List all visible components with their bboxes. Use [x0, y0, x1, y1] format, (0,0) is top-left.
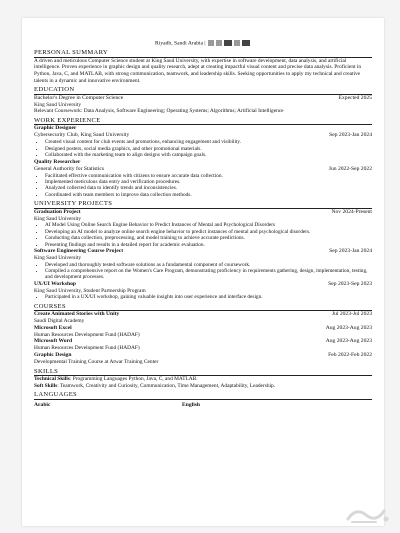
section-heading-work: WORK EXPERIENCE — [34, 117, 372, 126]
redacted-block — [224, 40, 232, 46]
entry-org: Human Resources Development Fund (HADAF) — [34, 345, 140, 352]
contact-line — [34, 40, 372, 46]
entry-org: Cybersecurity Club, King Saud University — [34, 132, 130, 139]
entry-title: Create Animated Stories with Unity — [34, 311, 120, 318]
redacted-block — [234, 40, 240, 46]
bullet-item: • Compiled a comprehensive report on the Women's Care Program, demonstrating proficiency in requirements gathering, design, implementation, testing, and development processes. — [45, 268, 372, 281]
redacted-block — [216, 40, 222, 46]
entry-header — [34, 352, 372, 359]
section-heading-skills: SKILLS — [34, 368, 372, 377]
entry-org: Developmental Training Course at Atwar Training Center — [34, 359, 159, 365]
resume-page — [22, 18, 384, 526]
entry-date: Jul 2023-Jul 2023 — [331, 311, 372, 318]
bullet-item: • Implemented meticulous data entry and verification procedures. — [45, 179, 372, 185]
bullet-item: • Developing an AI model to analyze online search engine behavior to predict instances of mental and psychological disorders. — [45, 229, 372, 235]
contact-location: Riyadh, Saudi Arabia | — [155, 40, 206, 47]
summary-text: A driven and meticulous Computer Science student at King Saud University, with expertise in software development, data analysis, and artificial intelligence. Proven experience in graphic design and quality research, adept at creating impactful visual content and precise data analysis. Proficient in Python, Java, C, and MATLAB, with strong communication, teamwork, and leadership skills. Seeking opportunities to apply my technical and creative talents in a dynamic and innovative environment. — [34, 57, 362, 84]
skill-label: Technical Skills — [34, 376, 70, 383]
entry-org-row — [34, 166, 372, 173]
degree-date: Expected 2025 — [338, 94, 372, 101]
entry-header — [34, 159, 372, 166]
bullet-item: • Designed posters, social media graphics, and other promotional materials. — [45, 146, 372, 152]
bullet-item: • Participated in a UX/UI workshop, gaining valuable insights into user experience and interface design. — [45, 294, 372, 300]
education-row — [34, 95, 372, 102]
bullet-item: • Developed and thoroughly tested software solutions as a fundamental component of coursework. — [45, 262, 372, 268]
resume-content — [34, 40, 372, 408]
entry-title: UX/UI Workshop — [34, 280, 77, 287]
skill-text: : Programming Languages Python, Java, C, and MATLAB. — [69, 376, 198, 383]
redacted-block — [242, 40, 250, 46]
entry-date: Aug 2023-Aug 2023 — [325, 338, 372, 345]
bullet-list — [34, 139, 372, 158]
bullet-list — [34, 294, 372, 300]
section-heading-education: EDUCATION — [34, 86, 372, 95]
entry-org: King Saud University, Student Partnership Program — [34, 287, 146, 294]
entry-date: Nov 2024-Present — [331, 208, 372, 215]
entry-org: King Saud University — [34, 215, 82, 222]
entry-date: Sep 2023-Jan 2024 — [329, 132, 372, 139]
entry-title: Graphic Design — [34, 352, 72, 358]
entry-title: Quality Researcher — [34, 158, 81, 165]
entry-header — [34, 209, 372, 216]
bullet-item: • Presenting findings and results in a detailed report for academic evaluation. — [45, 242, 372, 248]
entry-title: Microsoft Word — [34, 338, 73, 345]
entry-date: Aug 2023-Aug 2023 — [325, 324, 372, 331]
bullet-list — [34, 222, 372, 248]
entry-org: Saudi Digital Academy — [34, 318, 85, 325]
entry-header — [34, 125, 372, 132]
entry-date: Feb 2022-Feb 2022 — [328, 352, 372, 358]
entry-title: Microsoft Excel — [34, 324, 72, 331]
degree: Bachelor's Degree in Computer Science — [34, 94, 124, 101]
language-item: Arabic — [34, 401, 51, 408]
bullet-item: • Collaborated with the marketing team to align designs with campaign goals. — [45, 152, 372, 158]
language-list — [34, 402, 372, 408]
entry-header — [34, 248, 372, 255]
entry-header — [34, 325, 372, 332]
entry-date: Sep 2023-Jan 2024 — [329, 247, 372, 254]
entry-date: Jun 2022-Sep 2022 — [328, 165, 372, 172]
soft-skills — [34, 383, 372, 390]
skill-label: Soft Skills — [34, 382, 58, 389]
bullet-item: • Facilitated effective communication with citizens to ensure accurate data collection. — [45, 173, 372, 179]
bullet-item: • Analyzed collected data to identify trends and inconsistencies. — [45, 185, 372, 191]
coursework: Relevant Coursework: Data Analysis, Software Engineering; Operating Systems; Algorithms; Artificial Intelligence — [34, 108, 284, 115]
entry-header — [34, 311, 372, 318]
entry-title: Graduation Project — [34, 208, 81, 215]
bullet-item: • Created visual content for club events and promotions, enhancing engagement and visibility. — [45, 139, 372, 145]
entry-title: Graphic Designer — [34, 125, 77, 132]
section-heading-languages: LANGUAGES — [34, 391, 372, 400]
watermark-logo — [346, 503, 390, 525]
bullet-item: • Conducting data collection, preprocessing, and model training to achieve accurate predictions. — [45, 235, 372, 241]
bullet-list — [34, 173, 372, 199]
technical-skills — [34, 376, 372, 383]
entry-org: General Authority for Statistics — [34, 165, 105, 172]
bullet-list — [34, 262, 372, 281]
entry-date: Sep 2023-Sep 2023 — [328, 280, 372, 287]
school: King Saud University — [34, 101, 82, 108]
entry-header — [34, 281, 372, 288]
entry-org: King Saud University — [34, 254, 82, 261]
redacted-block — [208, 40, 214, 46]
entry-org: Human Resources Development Fund (HADAF) — [34, 331, 140, 338]
bullet-item: • AI Model Using Online Search Engine Behavior to Predict Instances of Mental and Psychological Disorders — [45, 222, 372, 228]
section-heading-courses: COURSES — [34, 303, 372, 312]
skill-text: : Teamwork, Creativity and Curiosity, Communication, Time Management, Adaptability, Leadership. — [57, 382, 276, 389]
language-item: English — [182, 401, 201, 408]
entry-title: Software Engineering Course Project — [34, 247, 124, 254]
section-heading-projects: UNIVERSITY PROJECTS — [34, 200, 372, 209]
bullet-item: • Coordinated with team members to improve data collection methods. — [45, 192, 372, 198]
section-heading-summary: PERSONAL SUMMARY — [34, 49, 372, 58]
